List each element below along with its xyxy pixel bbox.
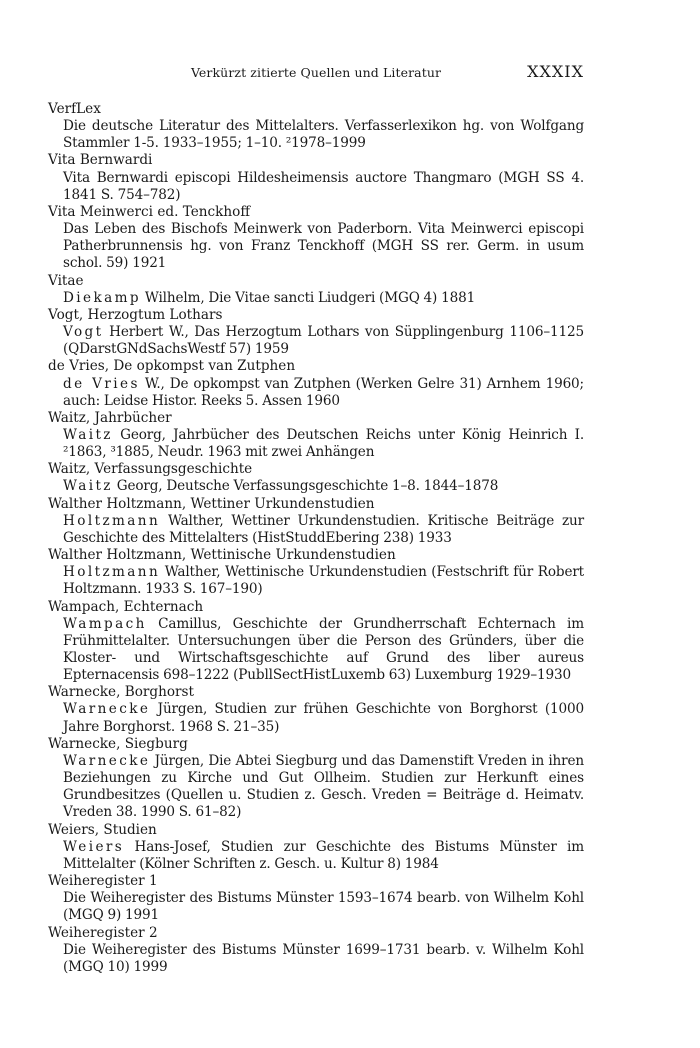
entry-citation-text: Wilhelm, Die Vitae sancti Liudgeri (MGQ 4) 1881 [141, 289, 476, 306]
entry-citation-text: Das Leben des Bischofs Meinwerk von Paderborn. Vita Meinwerci episcopi Patherbrunnensis hg. von Franz Tenckhoff (MGH SS rer. Germ. in usum schol. 59) 1921 [63, 221, 584, 272]
entry-citation [48, 942, 584, 976]
entry-citation-text: Camillus, Geschichte der Grundherrschaft Echternach im Frühmittelalter. Untersuchungen über die Person des Gründers, über die Kloster- und Wirtschaftsgeschichte auf Grund des liber aureus Epternacensis 698–1222 (PubllSectHistLuxemb 63) Luxemburg 1929–1930 [63, 615, 584, 684]
entry-citation-text: Georg, Deutsche Verfassungsgeschichte 1–8. 1844–1878 [112, 478, 499, 495]
entry-citation-text: Vita Bernwardi episcopi Hildesheimensis auctore Thangmaro (MGH SS 4. 1841 S. 754–782) [63, 169, 584, 203]
entry-author-spaced: Holtzmann [63, 564, 161, 581]
entry-citation-text: Die Weiheregister des Bistums Münster 1593–1674 bearb. von Wilhelm Kohl (MGQ 9) 1991 [63, 890, 584, 924]
entry-citation [48, 753, 584, 822]
entry-short-title: Vita Bernwardi [48, 152, 153, 169]
bibliography-entry [48, 822, 584, 873]
entry-short-title: de Vries, De opkompst van Zutphen [48, 358, 296, 375]
bibliography-entry [48, 152, 584, 203]
entry-short-title: Walther Holtzmann, Wettiner Urkundenstudien [48, 495, 375, 512]
entry-short-title: Weiers, Studien [48, 821, 157, 838]
entry-author-spaced: Vogt [63, 324, 104, 341]
entry-author-spaced: Weiers [63, 838, 125, 855]
entry-citation-text: Walther, Wettiner Urkundenstudien. Kritische Beiträge zur Geschichte des Mittelalters (HistStuddEbering 238) 1933 [63, 512, 584, 546]
bibliography-entry [48, 461, 584, 495]
entry-author-spaced: Holtzmann [63, 512, 161, 529]
bibliography-entry [48, 925, 584, 976]
entry-citation-text: Walther, Wettinische Urkundenstudien (Festschrift für Robert Holtzmann. 1933 S. 167–190) [63, 564, 584, 598]
entry-citation [48, 290, 584, 307]
bibliography-entry [48, 684, 584, 735]
bibliography-entry [48, 101, 584, 152]
bibliography-entry [48, 547, 584, 598]
entry-citation-text: Hans-Josef, Studien zur Geschichte des Bistums Münster im Mittelalter (Kölner Schriften z. Gesch. u. Kultur 8) 1984 [63, 838, 584, 872]
entry-citation [48, 890, 584, 924]
entry-citation [48, 478, 584, 495]
entry-author-spaced: Waitz [63, 426, 113, 443]
entry-short-title: Warnecke, Siegburg [48, 735, 188, 752]
entry-citation [48, 513, 584, 547]
entry-citation-text: Die deutsche Literatur des Mittelalters. Verfasserlexikon hg. von Wolfgang Stammler 1-5. 1933–1955; 1–10. ²1978–1999 [63, 118, 584, 152]
entry-short-title: Waitz, Jahrbücher [48, 409, 172, 426]
entry-short-title: Vogt, Herzogtum Lothars [48, 306, 223, 323]
running-title: Verkürzt zitierte Quellen und Literatur [190, 65, 442, 80]
entry-citation [48, 221, 584, 272]
entry-short-title: Waitz, Verfassungsgeschichte [48, 461, 253, 478]
entry-citation [48, 324, 584, 358]
entry-short-title: Weiheregister 2 [48, 924, 158, 941]
bibliography-entry [48, 273, 584, 307]
entry-citation [48, 701, 584, 735]
bibliography-entry [48, 873, 584, 924]
bibliography-list [48, 101, 584, 976]
entry-citation-text: W., De opkompst van Zutphen (Werken Gelre 31) Arnhem 1960; auch: Leidse Histor. Reeks 5. Assen 1960 [63, 375, 584, 409]
entry-citation [48, 170, 584, 204]
entry-citation [48, 616, 584, 685]
entry-short-title: Weiheregister 1 [48, 873, 158, 890]
entry-author-spaced: Wampach [63, 615, 147, 632]
entry-short-title: Walther Holtzmann, Wettinische Urkundenstudien [48, 547, 396, 564]
entry-citation-text: Jürgen, Studien zur frühen Geschichte von Borghorst (1000 Jahre Borghorst. 1968 S. 21–35) [63, 701, 584, 735]
bibliography-entry [48, 496, 584, 547]
entry-citation [48, 427, 584, 461]
entry-author-spaced: de Vries [63, 375, 140, 392]
bibliography-entry [48, 358, 584, 409]
entry-citation [48, 564, 584, 598]
entry-author-spaced: Diekamp [63, 289, 142, 306]
entry-author-spaced: Waitz [63, 478, 113, 495]
bibliography-entry [48, 307, 584, 358]
entry-short-title: VerfLex [48, 101, 101, 117]
entry-short-title: Wampach, Echternach [48, 598, 204, 615]
entry-short-title: Vita Meinwerci ed. Tenckhoff [48, 203, 250, 220]
entry-citation-text: Georg, Jahrbücher des Deutschen Reichs unter König Heinrich I. ²1863, ³1885, Neudr. 1963 mit zwei Anhängen [63, 426, 584, 461]
entry-citation [48, 118, 584, 152]
entry-citation-text: Jürgen, Die Abtei Siegburg und das Damenstift Vreden in ihren Beziehungen zu Kirche und Gut Ollheim. Studien zur Herkunft eines Grundbesitzes (Quellen u. Studien z. Gesch. Vreden = Beiträge d. Heimatv. Vreden 38. 1990 S. 61–82) [63, 752, 584, 821]
entry-citation [48, 376, 584, 410]
entry-short-title: Vitae [48, 272, 84, 289]
bibliography-entry [48, 204, 584, 273]
bibliography-entry [48, 599, 584, 685]
bibliography-entry [48, 736, 584, 822]
entry-author-spaced: Warnecke [63, 701, 151, 718]
entry-short-title: Warnecke, Borghorst [48, 684, 194, 701]
entry-citation [48, 839, 584, 873]
entry-citation-text: Herbert W., Das Herzogtum Lothars von Süpplingenburg 1106–1125 (QDarstGNdSachsWestf 57) 1959 [63, 324, 584, 358]
running-head [48, 62, 584, 84]
entry-author-spaced: Warnecke [63, 752, 151, 769]
entry-citation-text: Die Weiheregister des Bistums Münster 1699–1731 bearb. v. Wilhelm Kohl (MGQ 10) 1999 [63, 941, 584, 975]
bibliography-entry [48, 410, 584, 461]
page-number: XXXIX [527, 62, 584, 81]
